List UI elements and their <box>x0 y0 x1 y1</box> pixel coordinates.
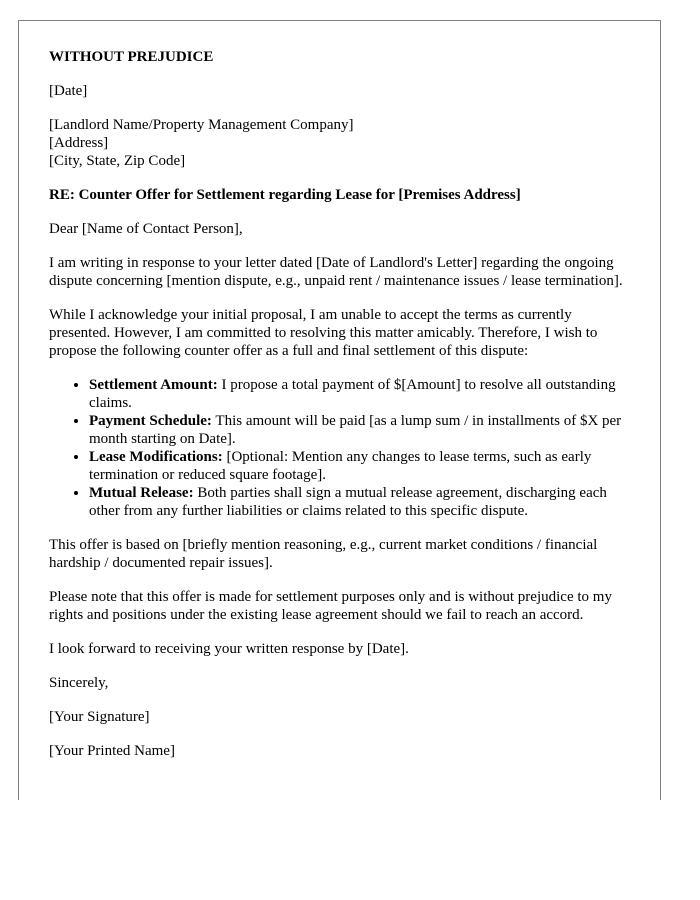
recipient-name: [Landlord Name/Property Management Company] <box>49 117 354 133</box>
list-item <box>89 448 630 484</box>
letter-heading: WITHOUT PREJUDICE <box>49 49 214 65</box>
signature-placeholder: [Your Signature] <box>49 709 150 725</box>
term-label: Mutual Release: <box>89 485 194 501</box>
recipient-address-block <box>49 116 630 170</box>
closing: Sincerely, <box>49 675 109 691</box>
body-paragraph-1: I am writing in response to your letter dated [Date of Landlord's Letter] regarding the ongoing dispute concerning [mention dispute, e.g., unpaid rent / maintenance issues / lease termination]. <box>49 255 623 289</box>
body-paragraph-3: This offer is based on [briefly mention reasoning, e.g., current market conditions / financial hardship / documented repair issues]. <box>49 537 598 571</box>
body-paragraph-4: Please note that this offer is made for settlement purposes only and is without prejudice to my rights and positions under the existing lease agreement should we fail to reach an accord. <box>49 589 612 623</box>
list-item <box>89 484 630 520</box>
term-text: Both parties shall sign a mutual release agreement, discharging each other from any further liabilities or claims related to this specific dispute. <box>89 485 607 519</box>
list-item <box>89 376 630 412</box>
letter-document <box>18 20 661 800</box>
subject-line: RE: Counter Offer for Settlement regarding Lease for [Premises Address] <box>49 187 521 203</box>
term-label: Lease Modifications: <box>89 449 223 465</box>
term-text: [Optional: Mention any changes to lease terms, such as early termination or reduced square footage]. <box>89 449 592 483</box>
body-paragraph-5: I look forward to receiving your written response by [Date]. <box>49 641 409 657</box>
salutation: Dear [Name of Contact Person], <box>49 221 243 237</box>
body-paragraph-2: While I acknowledge your initial proposal, I am unable to accept the terms as currently presented. However, I am committed to resolving this matter amicably. Therefore, I wish to propose the following counter offer as a full and final settlement of this dispute: <box>49 307 598 359</box>
term-text: I propose a total payment of $[Amount] to resolve all outstanding claims. <box>89 377 616 411</box>
recipient-city: [City, State, Zip Code] <box>49 153 186 169</box>
terms-list <box>49 376 630 520</box>
term-text: This amount will be paid [as a lump sum / in installments of $X per month starting on Date]. <box>89 413 622 447</box>
recipient-address: [Address] <box>49 135 109 151</box>
letter-date: [Date] <box>49 83 88 99</box>
term-label: Payment Schedule: <box>89 413 212 429</box>
printed-name-placeholder: [Your Printed Name] <box>49 743 175 759</box>
term-label: Settlement Amount: <box>89 377 218 393</box>
list-item <box>89 412 630 448</box>
